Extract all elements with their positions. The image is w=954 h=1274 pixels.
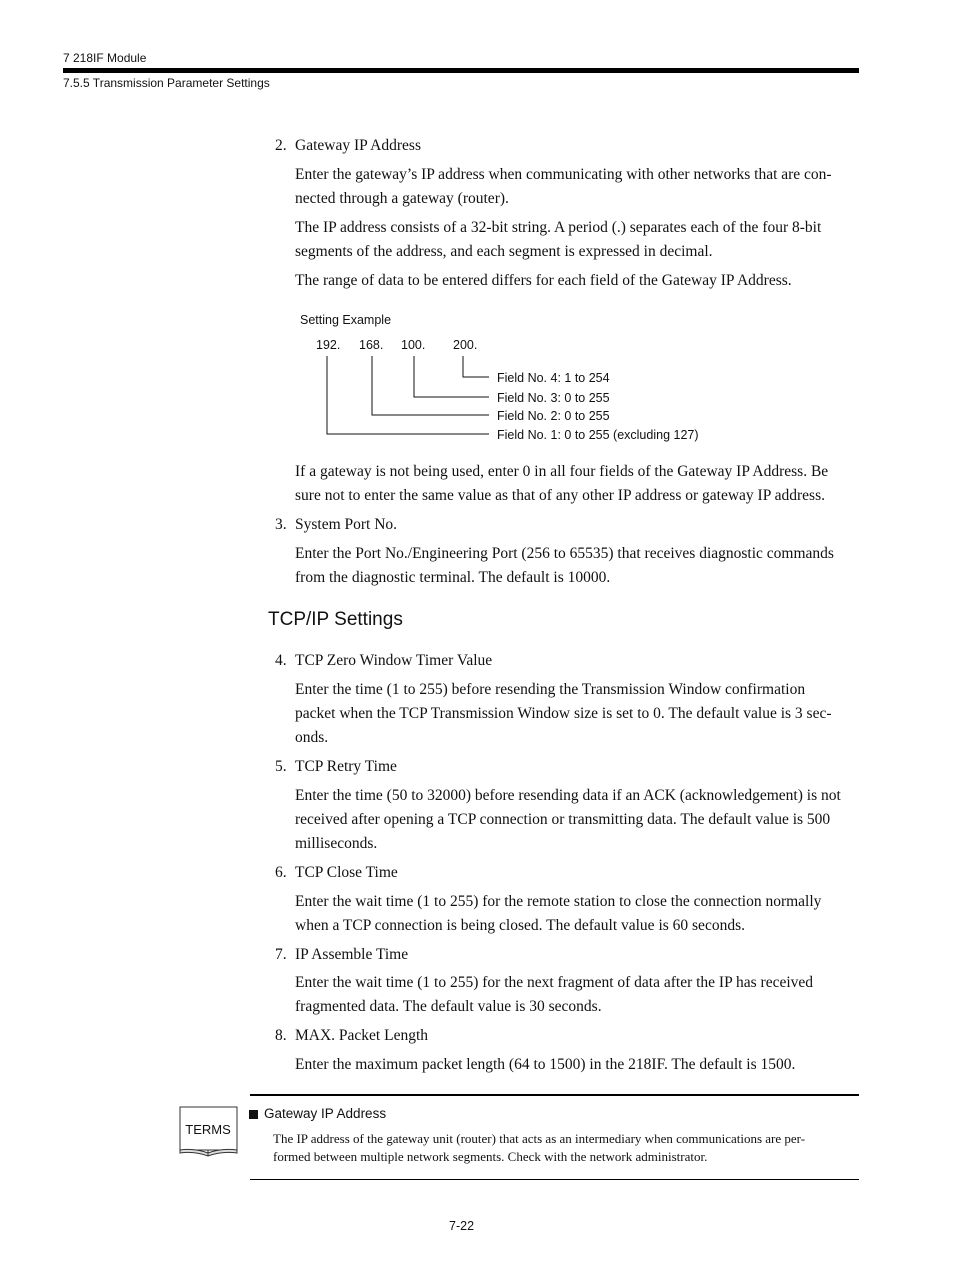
item-2-para2-line2: segments of the address, and each segment is expressed in decimal.	[295, 243, 713, 260]
field-2-label: Field No. 2: 0 to 255	[497, 409, 610, 423]
terms-line2: formed between multiple network segments. Check with the network administrator.	[273, 1149, 708, 1164]
terms-heading: Gateway IP Address	[264, 1106, 387, 1121]
item-7-number: 7.	[275, 946, 287, 963]
item-4-line3: onds.	[295, 729, 329, 746]
terms-icon-label: TERMS	[185, 1122, 231, 1137]
item-2-number: 2.	[275, 137, 287, 154]
field-1-label: Field No. 1: 0 to 255 (excluding 127)	[497, 428, 699, 442]
terms-line1: The IP address of the gateway unit (router) that acts as an intermediary when communications are per-	[273, 1131, 806, 1146]
item-5-title: TCP Retry Time	[295, 758, 397, 775]
square-bullet-icon	[249, 1110, 258, 1119]
leader-line-field-2	[372, 356, 489, 415]
chapter-header: 7 218IF Module	[63, 51, 147, 65]
tcp-ip-settings-heading: TCP/IP Settings	[268, 609, 403, 630]
item-6-number: 6.	[275, 864, 287, 881]
item-3-line2: from the diagnostic terminal. The default is 10000.	[295, 569, 611, 586]
terms-top-rule	[250, 1094, 859, 1096]
item-4-line2: packet when the TCP Transmission Window size is set to 0. The default value is 3 sec-	[295, 705, 832, 722]
field-4-label: Field No. 4: 1 to 254	[497, 371, 610, 385]
item-7-line1: Enter the wait time (1 to 255) for the next fragment of data after the IP has received	[295, 974, 814, 991]
item-4-number: 4.	[275, 652, 287, 669]
item-2-title: Gateway IP Address	[295, 137, 421, 154]
leader-line-field-4	[463, 356, 489, 377]
item-8-number: 8.	[275, 1027, 287, 1044]
diagram-title: Setting Example	[300, 313, 392, 327]
ip-segment-2: 168.	[359, 338, 384, 352]
field-3-label: Field No. 3: 0 to 255	[497, 391, 610, 405]
item-6-line1: Enter the wait time (1 to 255) for the remote station to close the connection normally	[295, 893, 822, 910]
item-2-para3: The range of data to be entered differs for each field of the Gateway IP Address.	[295, 272, 792, 289]
item-6-title: TCP Close Time	[295, 864, 398, 881]
ip-segment-4: 200.	[453, 338, 478, 352]
page-number: 7-22	[449, 1219, 475, 1233]
item-4-title: TCP Zero Window Timer Value	[295, 652, 493, 669]
item-2-para1-line2: nected through a gateway (router).	[295, 190, 509, 207]
ip-segment-3: 100.	[401, 338, 426, 352]
item-5-line2: received after opening a TCP connection or transmitting data. The default value is 500	[295, 811, 831, 828]
leader-line-field-1	[327, 356, 489, 434]
diagram-leader-lines	[327, 356, 489, 434]
item-7-line2: fragmented data. The default value is 30 seconds.	[295, 998, 602, 1015]
item-3-number: 3.	[275, 516, 287, 533]
item-2-para4-line2: sure not to enter the same value as that of any other IP address or gateway IP address.	[295, 487, 825, 504]
item-2-para4-line1: If a gateway is not being used, enter 0 in all four fields of the Gateway IP Address. Be	[295, 463, 829, 480]
item-3-title: System Port No.	[295, 516, 398, 533]
item-5-line3: milliseconds.	[295, 835, 378, 852]
item-5-line1: Enter the time (50 to 32000) before resending data if an ACK (acknowledgement) is not	[295, 787, 841, 804]
terms-book-icon	[177, 1104, 241, 1158]
item-3-line1: Enter the Port No./Engineering Port (256 to 65535) that receives diagnostic commands	[295, 545, 834, 562]
item-6-line2: when a TCP connection is being closed. The default value is 60 seconds.	[295, 917, 745, 934]
section-header: 7.5.5 Transmission Parameter Settings	[63, 76, 270, 90]
item-8-line1: Enter the maximum packet length (64 to 1500) in the 218IF. The default is 1500.	[295, 1056, 796, 1073]
item-2-para1-line1: Enter the gateway’s IP address when communicating with other networks that are con-	[295, 166, 832, 183]
item-7-title: IP Assemble Time	[295, 946, 409, 963]
item-5-number: 5.	[275, 758, 287, 775]
item-8-title: MAX. Packet Length	[295, 1027, 429, 1044]
ip-segment-1: 192.	[316, 338, 341, 352]
header-rule	[63, 68, 859, 73]
item-4-line1: Enter the time (1 to 255) before resending the Transmission Window confirmation	[295, 681, 806, 698]
ip-setting-diagram	[295, 309, 745, 449]
terms-bottom-rule	[250, 1179, 859, 1180]
item-2-para2-line1: The IP address consists of a 32-bit string. A period (.) separates each of the four 8-bit	[295, 219, 822, 236]
